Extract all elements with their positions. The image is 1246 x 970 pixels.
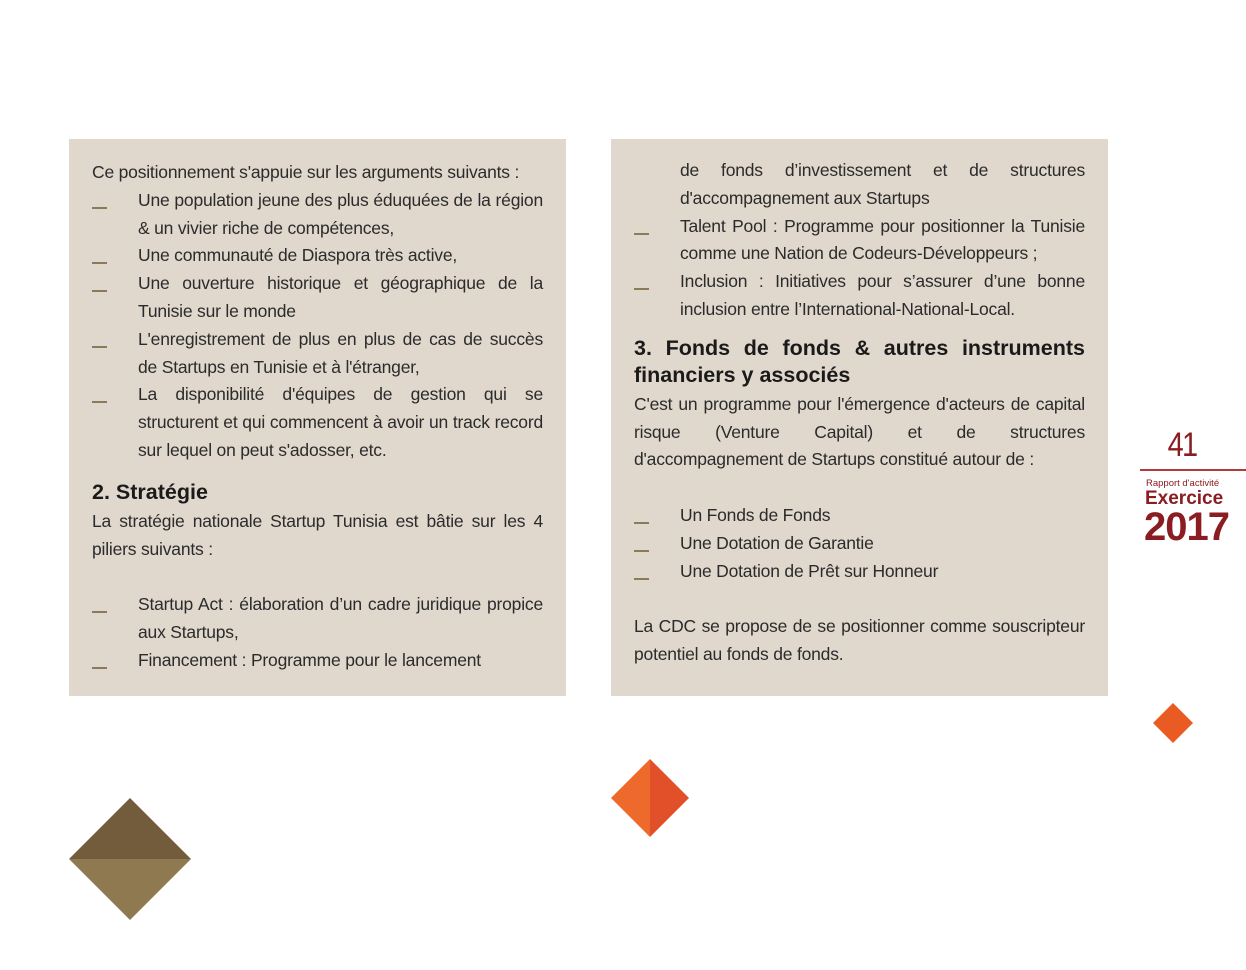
sidebar-divider [1140,469,1246,471]
list-item-text: Financement : Programme pour le lancement [138,649,481,670]
list-item-text: Une Dotation de Prêt sur Honneur [680,560,939,581]
list-item [92,242,543,270]
list-item [634,268,1085,324]
dash-bullet-icon [92,262,107,264]
page-number: 41 [1167,426,1197,464]
list-item-text: L'enregistrement de plus en plus de cas de succès de Startups en Tunisie et à l'étranger, [138,328,543,377]
report-year: 2017 [1144,505,1229,549]
list-item [92,187,543,243]
dash-bullet-icon [92,346,107,348]
dash-bullet-icon [92,207,107,209]
pillar-continuation: de fonds d’investissement et de structures d'accompagnement aux Startups [680,160,1085,208]
list-item [634,502,1085,530]
pillars-list [92,591,543,674]
list-item [92,326,543,382]
conclusion-text: La CDC se propose de se positionner comme souscripteur potentiel au fonds de fonds. [634,616,1085,664]
strategy-heading: 2. Stratégie [92,479,208,504]
dash-bullet-icon [634,578,649,580]
dash-bullet-icon [634,522,649,524]
dash-bullet-icon [92,290,107,292]
left-content-panel [69,139,566,696]
dash-bullet-icon [634,288,649,290]
list-item [634,558,1085,586]
report-label: Rapport d'activité [1146,478,1220,489]
list-item-text: Une ouverture historique et géographique de la Tunisie sur le monde [138,273,543,321]
strategy-text: La stratégie nationale Startup Tunisia est bâtie sur les 4 piliers suivants : [92,510,543,559]
arguments-list [92,187,543,465]
arguments-intro: Ce positionnement s'appuie sur les arguments suivants : [92,162,520,182]
dash-bullet-icon [92,401,107,403]
small-orange-diamond-icon [1153,703,1193,743]
list-item-text: Une Dotation de Garantie [680,532,874,553]
spacer [634,474,1085,502]
list-item [634,213,1085,269]
list-item [92,270,543,326]
list-item-text: Une population jeune des plus éduquées de la région & un vivier riche de compétences, [138,189,543,238]
spacer [92,563,543,591]
dash-bullet-icon [634,233,649,235]
list-item-text: Talent Pool : Programme pour positionner la Tunisie comme une Nation de Codeurs-Développeurs ; [680,215,1085,264]
list-item [634,530,1085,558]
list-item-text: La disponibilité d'équipes de gestion qui se structurent et qui commencent à avoir un track record sur lequel on peut s'adosser, etc. [138,384,543,460]
list-item [92,647,543,675]
right-content-panel [611,139,1108,696]
dash-bullet-icon [634,550,649,552]
list-item [92,591,543,647]
list-item-text: Inclusion : Initiatives pour s’assurer d’une bonne inclusion entre l’International-National-Local. [680,271,1085,319]
spacer [634,585,1085,613]
fonds-heading: 3. Fonds de fonds & autres instruments financiers y associés [634,335,1085,387]
instruments-list [634,502,1085,585]
exercise-label: Exercice [1145,488,1224,509]
list-item [92,381,543,464]
list-item-text: Un Fonds de Fonds [680,504,831,525]
pillars-list-continued [634,213,1085,324]
brown-diamond-icon [69,798,191,920]
list-item-text: Startup Act : élaboration d’un cadre juridique propice aux Startups, [138,594,543,642]
dash-bullet-icon [92,667,107,669]
orange-diamond-icon [611,759,689,837]
dash-bullet-icon [92,611,107,613]
fonds-text: C'est un programme pour l'émergence d'acteurs de capital risque (Venture Capital) et de structures d'accompagnement de Startups constitué autour de : [634,393,1085,470]
list-item-text: Une communauté de Diaspora très active, [138,245,458,266]
